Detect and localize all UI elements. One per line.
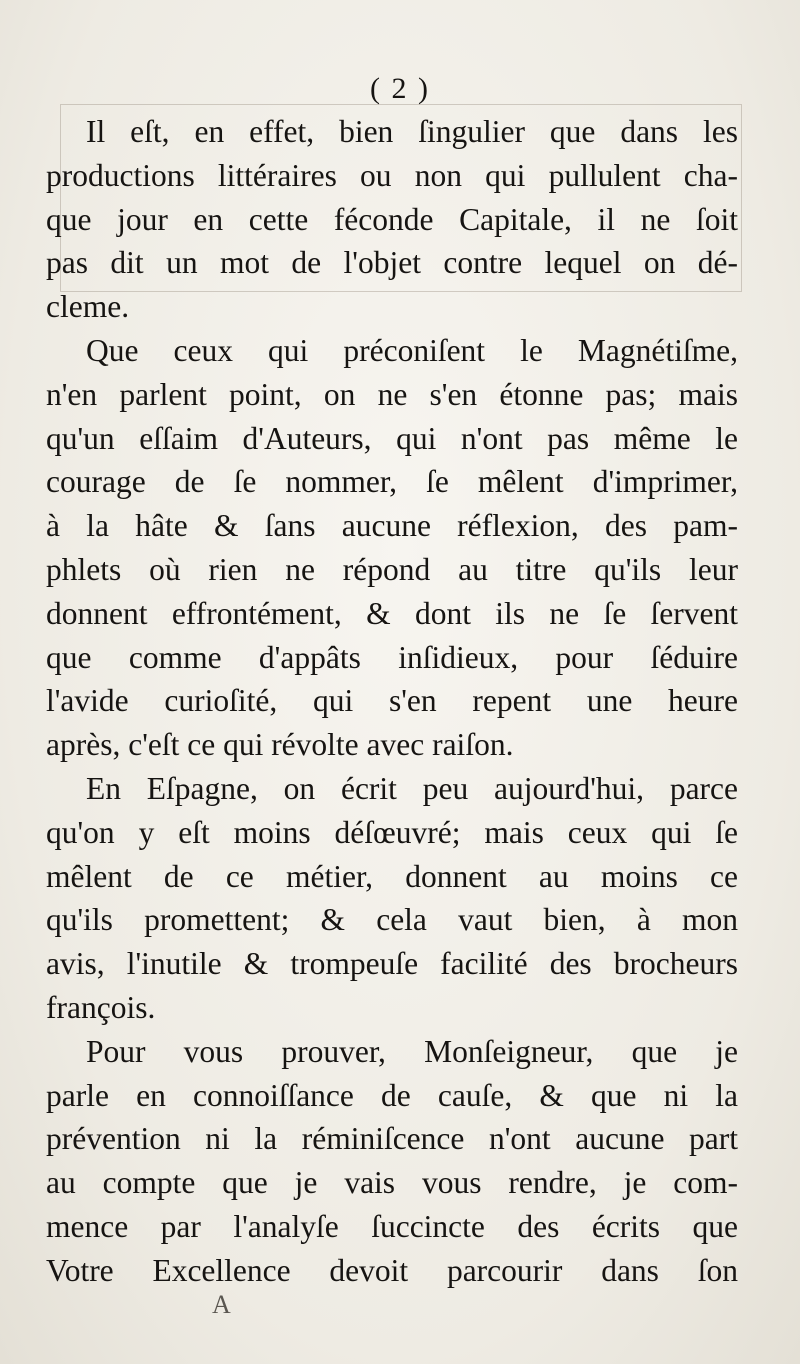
text-line: au compte que je vais vous rendre, je com-: [46, 1165, 738, 1201]
text-line: après, c'eſt ce qui révolte avec raiſon.: [46, 727, 514, 763]
text-line: Il eſt, en effet, bien ſingulier que dans les: [86, 114, 738, 149]
text-line: donnent effrontément, & dont ils ne ſe ſervent: [46, 595, 738, 631]
text-line: prévention ni la réminiſcence n'ont aucune part: [46, 1121, 738, 1157]
text-line: qu'on y eſt moins déſœuvré; mais ceux qui ſe: [46, 814, 738, 850]
text-line: courage de ſe nommer, ſe mêlent d'imprimer,: [46, 464, 738, 500]
text-line: qu'un eſſaim d'Auteurs, qui n'ont pas même le: [46, 420, 738, 456]
text-line: mence par l'analyſe ſuccincte des écrits que: [46, 1208, 738, 1244]
text-line: françois.: [46, 989, 156, 1025]
text-line: que jour en cette féconde Capitale, il ne ſoit: [46, 201, 738, 237]
text-line: parle en connoiſſance de cauſe, & que ni la: [46, 1077, 738, 1113]
text-line: phlets où rien ne répond au titre qu'ils leur: [46, 551, 738, 587]
signature-mark: A: [212, 1290, 231, 1319]
text-line: à la hâte & ſans aucune réflexion, des pam-: [46, 508, 738, 544]
page-number: ( 2 ): [370, 72, 430, 105]
text-line: n'en parlent point, on ne s'en étonne pas; mais: [46, 376, 738, 412]
text-line: En Eſpagne, on écrit peu aujourd'hui, parce: [86, 770, 738, 806]
text-line: Votre Excellence devoit parcourir dans ſon: [46, 1252, 738, 1288]
text-line: productions littéraires ou non qui pullulent cha-: [46, 157, 738, 193]
body-text: [46, 110, 738, 1293]
text-line: que comme d'appâts inſidieux, pour ſéduire: [46, 639, 738, 675]
text-line: avis, l'inutile & trompeuſe facilité des brocheurs: [46, 946, 738, 982]
text-line: l'avide curioſité, qui s'en repent une heure: [46, 683, 738, 719]
text-line: Que ceux qui préconiſent le Magnétiſme,: [86, 332, 738, 368]
text-line: qu'ils promettent; & cela vaut bien, à mon: [46, 902, 738, 938]
text-line: Pour vous prouver, Monſeigneur, que je: [86, 1033, 738, 1069]
text-line: cleme.: [46, 289, 130, 325]
text-line: mêlent de ce métier, donnent au moins ce: [46, 858, 738, 894]
text-line: pas dit un mot de l'objet contre lequel on dé-: [46, 245, 738, 281]
